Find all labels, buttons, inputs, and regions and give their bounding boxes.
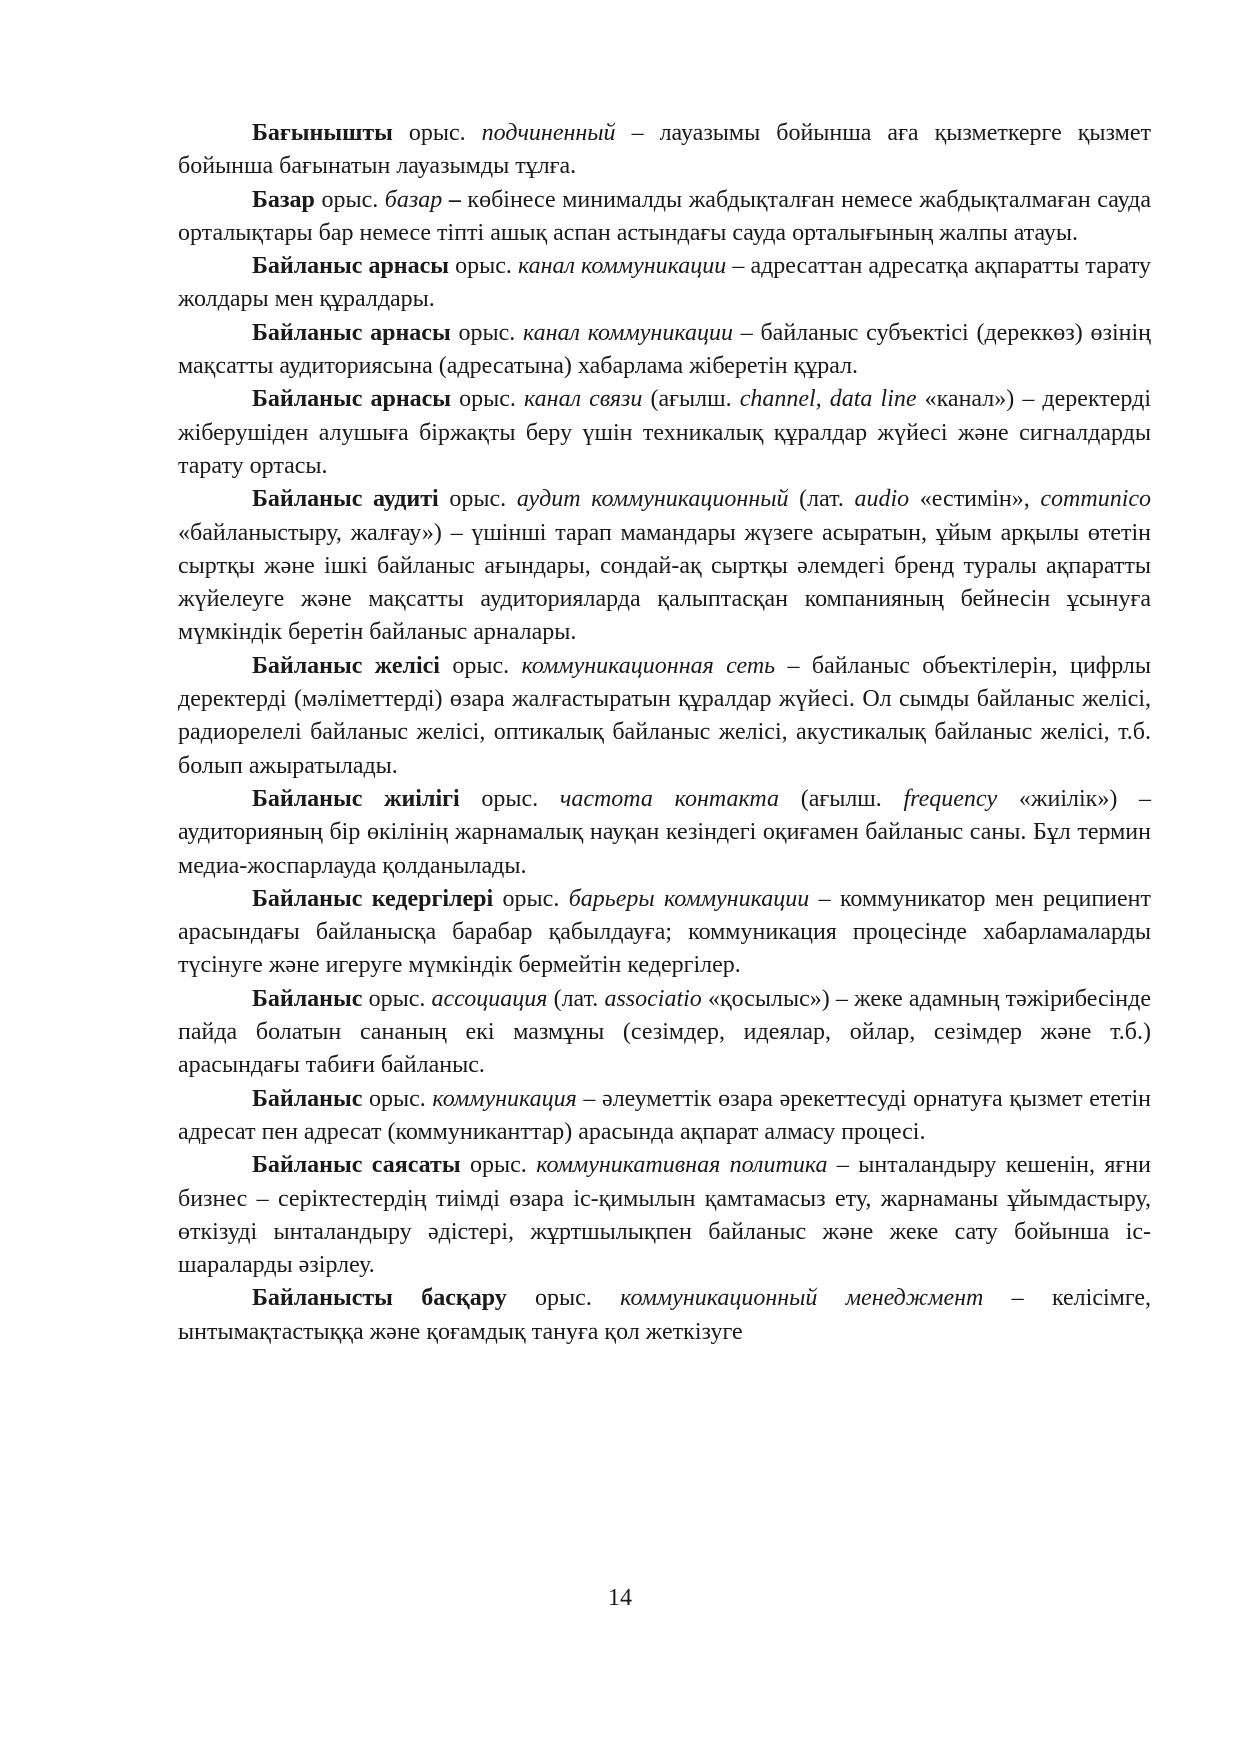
entry-text: (ағылш. [779,785,904,812]
entry-bagynyshty [178,117,1151,184]
entry-translation: аудит коммуникационный [516,486,789,513]
entry-translation: канал связи [524,386,643,413]
entry-translation: communico [1040,486,1152,513]
entry-bailanys-auditi [178,483,1151,649]
entry-term: Байланыс саясаты [252,1152,461,1179]
entry-bailanys-zhiiligi [178,783,1151,883]
entry-text: – байланыс объектілерін, цифрлы деректерді (мәліметтерді) өзара жалғастыратын құралдар жүйесі. Ол сымды байланыс желісі, радиорелелі байланыс желісі, оптикалық байланыс желісі, акустикалық байланыс желісі, т.б. болып ажыратылады. [178,652,1151,779]
entry-translation: audio [854,486,910,513]
entry-translation: коммуникация [432,1085,577,1112]
entry-translation: коммуникационная сеть [521,652,776,679]
entry-bailanys-kommunikatsiya [178,1083,1151,1150]
entry-term: Базар [252,186,315,213]
entry-text: орыс. [451,386,525,413]
entry-text: (лат. [547,985,605,1012]
entry-text: орыс. [449,253,518,280]
entry-term: Байланыс [252,985,363,1012]
entry-text: – адресаттан адресатқа ақпаратты тарату жолдары мен құралдары. [178,253,1152,313]
entry-term: Байланыс желісі [252,652,440,679]
entry-text: орыс. [506,1285,621,1312]
entry-text: орыс. [392,120,482,146]
entry-bailanys-arnasy-1 [178,250,1151,317]
entry-text: «байланыстыру, жалғау») – үшінші тарап мамандары жүзеге асыратын, ұйым арқылы өтетін сыртқы және ішкі байланыс ағындары, сондай-ақ сыртқы әлемдегі бренд туралы ақпаратты жүйелеуге және мақсатты аудиторияларда қалыптасқан компанияның бейнесін ұсынуға мүмкіндік беретін байланыс арналары. [178,519,1151,646]
entry-text: орыс. [460,1152,537,1179]
entry-translation: коммуникативная политика [536,1152,828,1179]
entry-translation: канал коммуникации [522,319,733,346]
entry-term: Байланыс арнасы [252,319,451,346]
entry-bailanys-assotsiatsiya [178,983,1151,1083]
entry-translation: associatio [604,985,702,1012]
entry-text: – ынталандыру кешенін, яғни бизнес – серіктестердің тиімді өзара іс-қимылын қамтамасыз ету, жарнаманы ұйымдастыру, өткізуді ынталандыру әдістері, жұртшылықпен байланыс және жеке сату бойынша іс-шараларды әзірлеу. [178,1152,1151,1279]
entry-term: Байланыс жиілігі [252,785,460,812]
entry-translation: базар [384,186,443,213]
entry-bailanys-kedergileri [178,883,1151,983]
entry-text: «қосылыс») – жеке адамның тәжірибесінде пайда болатын сананың екі мазмұны (сезімдер, идеялар, ойлар, сезімдер және т.б.) арасындағы табиғи байланыс. [178,985,1152,1079]
entry-translation: канал коммуникации [517,253,727,280]
entry-term: Байланыс арнасы [252,386,452,413]
entry-text: – лауазымы бойынша аға қызметкерге қызмет бойынша бағынатын лауазымды тұлға. [178,120,1151,180]
entry-term: Байланысты басқару [252,1285,507,1312]
entry-bailanysty-baskaru [178,1282,1151,1349]
entry-text: «жиілік») – аудиторияның бір өкілінің жарнамалық науқан кезіндегі оқиғамен байланыс саны. Бұл термин медиа-жоспарлауда қолданылады. [178,785,1152,879]
entry-translation: барьеры коммуникации [568,885,810,912]
entry-text: орыс. [314,186,385,213]
entry-text: – коммуникатор мен реципиент арасындағы байланысқа барабар қабылдауға; коммуникация процесінде хабарламаларды түсінуге және игеруге мүмкіндік бермейтін кедергілер. [178,885,1151,979]
entry-bazar [178,184,1151,251]
entry-bailanys-saiasaty [178,1149,1151,1282]
dictionary-entries [178,117,1151,1349]
entry-translation: channel, data line [739,386,917,413]
entry-term: Байланыс арнасы [252,253,450,280]
entry-translation: frequency [903,785,998,812]
page-number: 14 [608,1585,632,1611]
entry-term: Байланыс [252,1085,363,1112]
entry-text: орыс. [439,652,522,679]
entry-text: орыс. [438,486,517,513]
entry-text: (лат. [788,486,855,513]
entry-term: Бағынышты [252,120,393,146]
entry-term: – [442,186,468,213]
entry-translation: подчиненный [481,120,616,146]
entry-term: Байланыс аудиті [252,486,439,513]
entry-translation: коммуникационный менеджмент [620,1285,984,1312]
entry-text: көбінесе минималды жабдықталған немесе жабдықталмаған сауда орталықтары бар немесе тіпті ашық аспан астындағы сауда орталығының жалпы атауы. [178,186,1152,246]
entry-text: орыс. [450,319,523,346]
entry-bailanys-zhelisi [178,650,1151,783]
entry-bailanys-arnasy-2 [178,317,1151,384]
entry-translation: частота контакта [559,785,780,812]
entry-bailanys-arnasy-3 [178,383,1151,483]
entry-text: – келісімге, ынтымақтастыққа және қоғамдық тануға қол жеткізуге [178,1285,1152,1345]
entry-text: орыс. [362,1085,433,1112]
entry-text: орыс. [493,885,569,912]
entry-text: орыс. [459,785,560,812]
entry-text: – әлеуметтік өзара әрекеттесуді орнатуға қызмет ететін адресат пен адресат (коммуниканттар) арасында ақпарат алмасу процесі. [178,1085,1151,1145]
entry-translation: ассоциация [431,985,548,1012]
entry-text: «канал») – деректерді жіберушіден алушыға біржақты беру үшін техникалық құралдар жүйесі және сигналдарды тарату ортасы. [178,386,1151,479]
entry-term: Байланыс кедергілері [252,885,494,912]
entry-text: «естимін», [909,486,1041,513]
entry-text: орыс. [362,985,432,1012]
entry-text: – байланыс субъектісі (дереккөз) өзінің мақсатты аудиториясына (адресатына) хабарлама жіберетін құрал. [178,319,1152,380]
entry-text: (ағылш. [642,386,740,413]
